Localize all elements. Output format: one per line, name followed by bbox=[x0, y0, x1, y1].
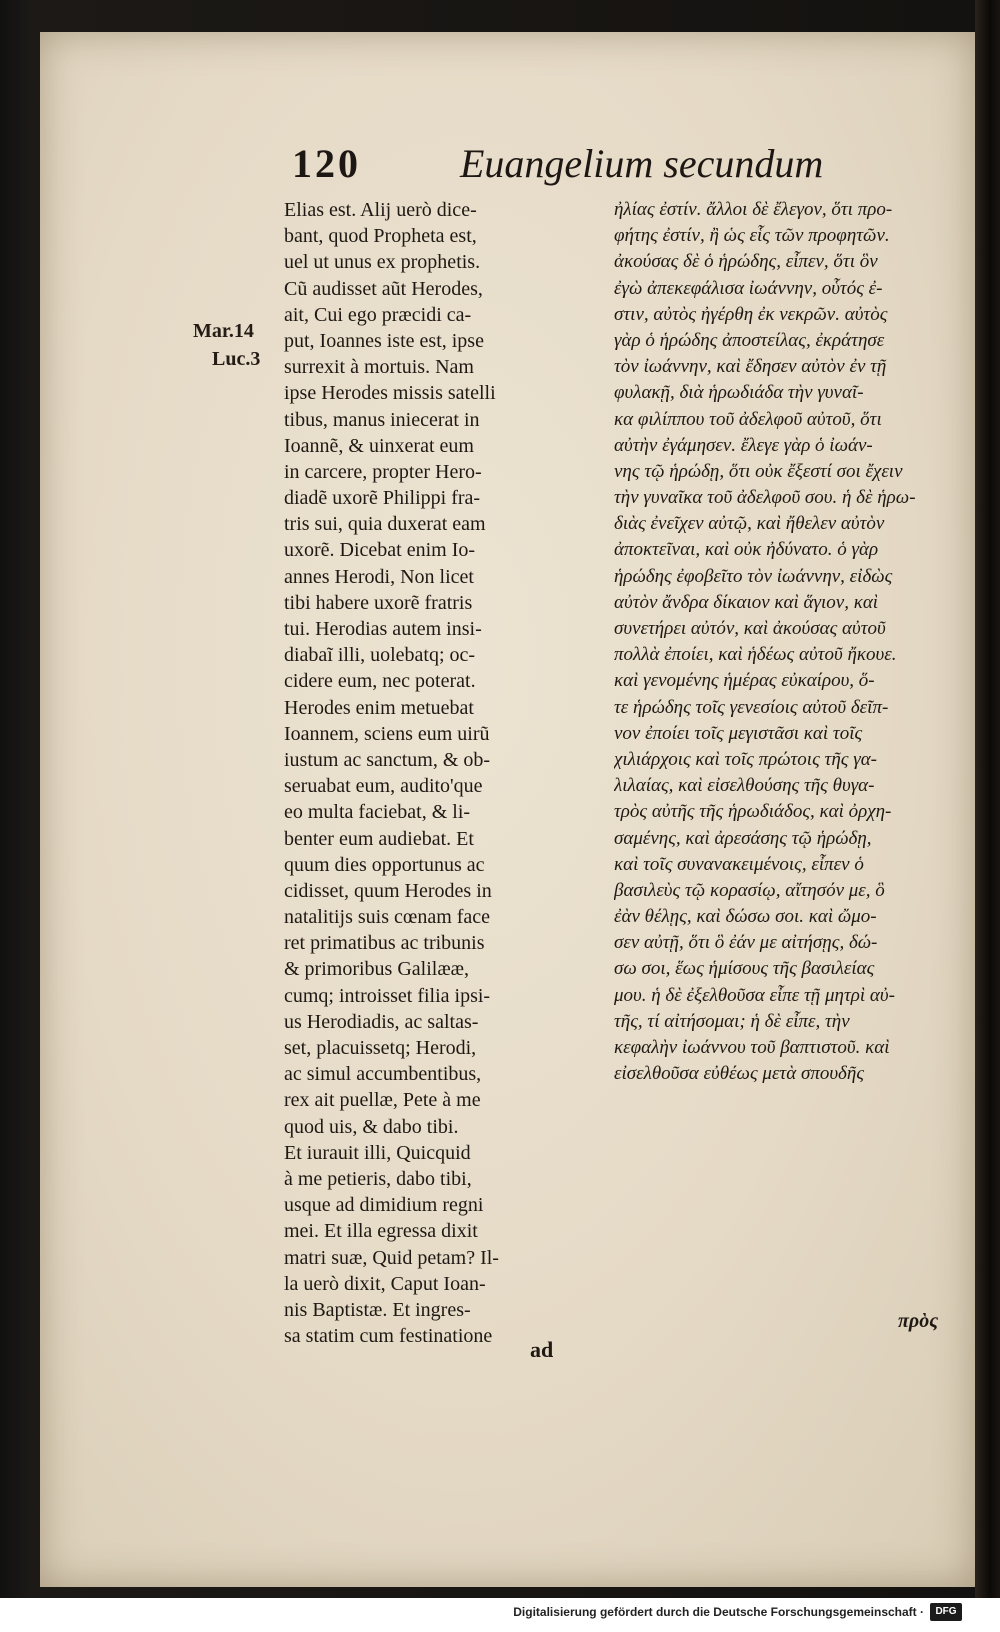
text-line: bant, quod Propheta est, bbox=[284, 225, 477, 248]
text-line: à me petieris, dabo tibi, bbox=[284, 1167, 472, 1190]
text-line: iustum ac sanctum, & ob- bbox=[284, 748, 491, 771]
text-line: & primoribus Galilææ, bbox=[284, 958, 469, 981]
text-line: μου. ἡ δὲ ἐξελθοῦσα εἶπε τῇ μητρὶ αὐ- bbox=[614, 984, 895, 1006]
text-line: ipse Herodes missis satelli bbox=[284, 382, 496, 405]
page-number: 120 bbox=[292, 141, 361, 186]
text-line: nis Baptistæ. Et ingres- bbox=[284, 1298, 471, 1321]
text-line: κεφαλὴν ἰωάννου τοῦ βαπτιστοῦ. καὶ bbox=[614, 1037, 890, 1058]
text-line: cidere eum, nec poterat. bbox=[284, 670, 476, 693]
text-line: καὶ τοῖς συνανακειμένοις, εἶπεν ὁ bbox=[614, 853, 864, 875]
text-line: γὰρ ὁ ἡρώδης ἀποστείλας, ἐκράτησε bbox=[614, 329, 885, 351]
margin-note-luke: Luc.3 bbox=[212, 348, 261, 370]
text-line: αὐτὸν ἄνδρα δίκαιον καὶ ἅγιον, καὶ bbox=[614, 591, 879, 613]
greek-catchword: πρὸς bbox=[898, 1310, 939, 1332]
text-line: συνετήρει αὐτόν, καὶ ἀκούσας αὐτοῦ bbox=[614, 618, 886, 639]
book-page bbox=[40, 32, 975, 1587]
text-line: uel ut unus ex prophetis. bbox=[284, 251, 481, 274]
text-line: ἐὰν θέλῃς, καὶ δώσω σοι. καὶ ὤμο- bbox=[614, 906, 877, 928]
text-line: usque ad dimidium regni bbox=[284, 1194, 484, 1217]
text-line: βασιλεὺς τῷ κορασίῳ, αἴτησόν με, ὃ bbox=[614, 879, 885, 901]
text-line: χιλιάρχοις καὶ τοῖς πρώτοις τῆς γα- bbox=[614, 748, 878, 770]
text-line: φήτης ἐστίν, ἢ ὡς εἷς τῶν προφητῶν. bbox=[614, 225, 890, 247]
text-line: τῆς, τί αἰτήσομαι; ἡ δὲ εἶπε, τὴν bbox=[614, 1010, 850, 1032]
text-line: rex ait puellæ, Pete à me bbox=[284, 1089, 481, 1112]
text-line: ἠλίας ἐστίν. ἄλλοι δὲ ἔλεγον, ὅτι προ- bbox=[614, 199, 893, 220]
text-line: seruabat eum, audito'que bbox=[284, 775, 483, 798]
page-header bbox=[40, 140, 975, 192]
text-line: ret primatibus ac tribunis bbox=[284, 932, 485, 955]
text-line: set, placuissetq; Herodi, bbox=[284, 1037, 477, 1059]
text-line: εἰσελθοῦσα εὐθέως μετὰ σπουδῆς bbox=[614, 1063, 865, 1085]
text-line: αὐτὴν ἐγάμησεν. ἔλεγε γὰρ ὁ ἰωάν- bbox=[614, 434, 873, 456]
text-line: diabaĩ illi, uolebatq; oc- bbox=[284, 644, 476, 667]
text-line: νης τῷ ἡρώδῃ, ὅτι οὐκ ἔξεστί σοι ἔχειν bbox=[614, 460, 903, 482]
text-line: ἀποκτεῖναι, καὶ οὐκ ἠδύνατο. ὁ γὰρ bbox=[614, 539, 879, 561]
latin-catchword: ad bbox=[530, 1337, 554, 1362]
text-line: uxorẽ. Dicebat enim Io- bbox=[284, 539, 476, 562]
margin-note-mark: Mar.14 bbox=[193, 320, 254, 342]
text-line: tibi habere uxorẽ fratris bbox=[284, 591, 473, 614]
text-line: Ioannem, sciens eum uirũ bbox=[284, 722, 490, 745]
text-line: annes Herodi, Non licet bbox=[284, 565, 474, 588]
text-line: sa statim cum festinatione bbox=[284, 1325, 493, 1348]
text-line: ἐγὼ ἀπεκεφάλισα ἰωάννην, οὗτός ἐ- bbox=[614, 277, 883, 299]
text-line: natalitijs suis cœnam face bbox=[284, 906, 491, 929]
text-line: tui. Herodias autem insi- bbox=[284, 618, 482, 640]
text-line: benter eum audiebat. Et bbox=[284, 827, 474, 850]
text-line: λιλαίας, καὶ εἰσελθούσης τῆς θυγα- bbox=[614, 775, 875, 797]
text-line: cidisset, quum Herodes in bbox=[284, 879, 492, 902]
text-line: matri suæ, Quid petam? Il- bbox=[284, 1246, 499, 1269]
running-title: Euangelium secundum bbox=[460, 141, 824, 186]
text-line: στιν, αὐτὸς ἠγέρθη ἐκ νεκρῶν. αὐτὸς bbox=[614, 303, 888, 325]
text-line: σω σοι, ἕως ἡμίσους τῆς βασιλείας bbox=[614, 958, 875, 980]
text-line: ait, Cui ego præcidi ca- bbox=[284, 303, 472, 326]
text-line: eo multa faciebat, & li- bbox=[284, 801, 471, 824]
footer-bar bbox=[0, 1598, 1000, 1632]
text-line: cumq; introisset filia ipsi- bbox=[284, 984, 491, 1007]
text-line: καὶ γενομένης ἡμέρας εὐκαίρου, ὅ- bbox=[614, 670, 875, 692]
text-line: in carcere, propter Hero- bbox=[284, 460, 482, 483]
text-line: put, Ioannes iste est, ipse bbox=[284, 329, 484, 352]
text-line: quod uis, & dabo tibi. bbox=[284, 1115, 459, 1138]
text-line: νον ἐποίει τοῖς μεγιστᾶσι καὶ τοῖς bbox=[614, 722, 863, 744]
text-line: σαμένης, καὶ ἀρεσάσης τῷ ἡρώδῃ, bbox=[614, 827, 872, 849]
text-line: τρὸς αὐτῆς τῆς ἡρωδιάδος, καὶ ὀρχη- bbox=[614, 801, 892, 823]
text-line: Elias est. Alij uerò dice- bbox=[284, 199, 477, 221]
dfg-logo: DFG bbox=[930, 1603, 962, 1621]
text-line: φυλακῇ, διὰ ἡρωδιάδα τὴν γυναῖ- bbox=[614, 382, 864, 404]
text-line: σεν αὐτῇ, ὅτι ὃ ἐάν με αἰτήσῃς, δώ- bbox=[614, 932, 878, 954]
text-line: τὴν γυναῖκα τοῦ ἀδελφοῦ σου. ἡ δὲ ἡρω- bbox=[614, 487, 916, 509]
text-line: Cũ audisset aũt Herodes, bbox=[284, 277, 483, 300]
text-line: us Herodiadis, ac saltas- bbox=[284, 1010, 479, 1033]
text-line: διὰς ἐνεῖχεν αὐτῷ, καὶ ἤθελεν αὐτὸν bbox=[614, 513, 885, 535]
text-line: τὸν ἰωάννην, καὶ ἔδησεν αὐτὸν ἐν τῇ bbox=[614, 356, 887, 378]
text-line: ἡρώδης ἐφοβεῖτο τὸν ἰωάννην, εἰδὼς bbox=[614, 565, 893, 587]
text-line: diadẽ uxorẽ Philippi fra- bbox=[284, 487, 481, 510]
text-line: mei. Et illa egressa dixit bbox=[284, 1220, 478, 1243]
text-line: κα φιλίππου τοῦ ἀδελφοῦ αὐτοῦ, ὅτι bbox=[614, 408, 882, 430]
text-line: Herodes enim metuebat bbox=[284, 696, 474, 719]
text-line: πολλὰ ἐποίει, καὶ ἡδέως αὐτοῦ ἤκουε. bbox=[614, 644, 897, 666]
funding-credit: Digitalisierung gefördert durch die Deutsche Forschungsgemeinschaft · bbox=[513, 1605, 924, 1619]
text-line: tibus, manus iniecerat in bbox=[284, 408, 480, 431]
text-line: ac simul accumbentibus, bbox=[284, 1063, 482, 1086]
text-line: surrexit à mortuis. Nam bbox=[284, 356, 474, 379]
book-spine bbox=[975, 0, 1000, 1598]
text-line: Ioannẽ, & uinxerat eum bbox=[284, 434, 474, 457]
text-line: la uerò dixit, Caput Ioan- bbox=[284, 1272, 486, 1295]
text-line: ἀκούσας δὲ ὁ ἡρώδης, εἶπεν, ὅτι ὃν bbox=[614, 251, 878, 273]
greek-text-column bbox=[614, 197, 964, 1087]
text-line: Et iurauit illi, Quicquid bbox=[284, 1141, 471, 1164]
latin-text-column bbox=[284, 197, 602, 1349]
text-line: tris sui, quia duxerat eam bbox=[284, 513, 486, 536]
text-line: quum dies opportunus ac bbox=[284, 853, 485, 876]
text-line: τε ἡρώδης τοῖς γενεσίοις αὐτοῦ δεῖπ- bbox=[614, 696, 889, 718]
